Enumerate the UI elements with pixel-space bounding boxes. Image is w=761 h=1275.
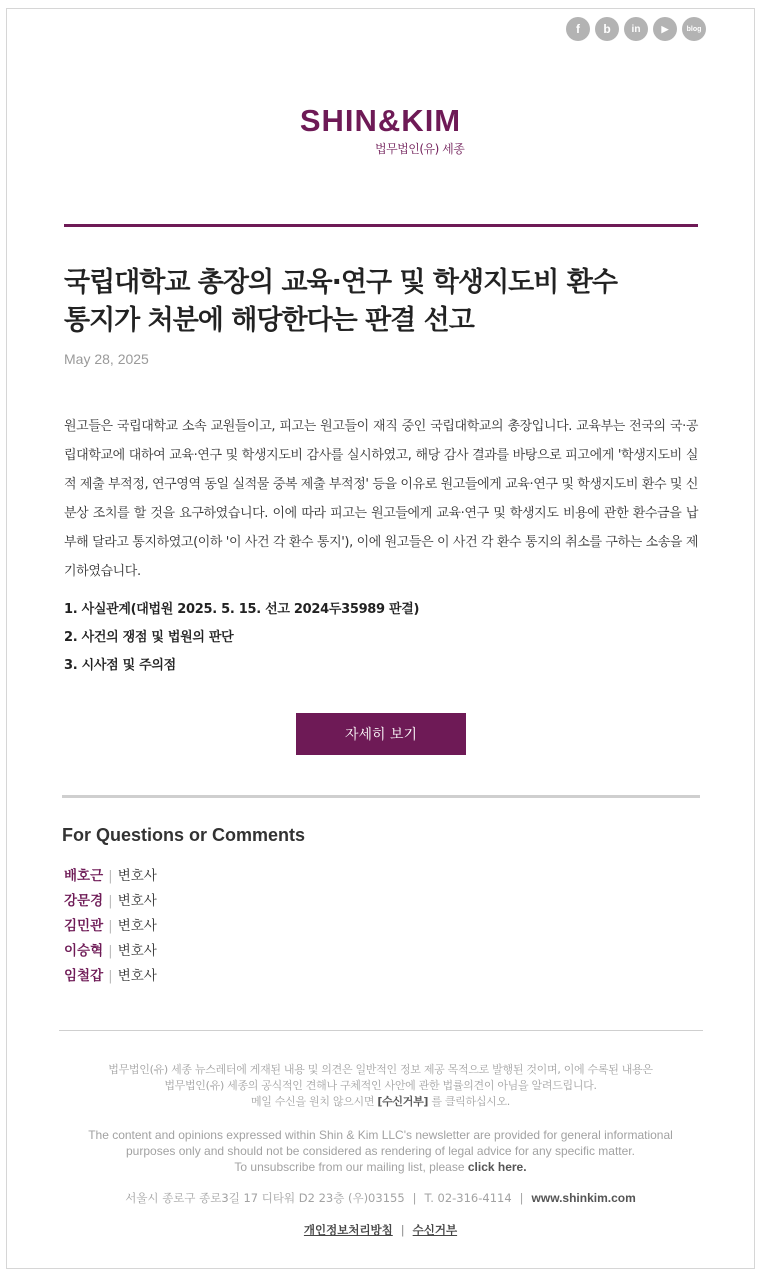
privacy-policy-link[interactable]: 개인정보처리방침 xyxy=(303,1223,393,1237)
contact-role: 변호사 xyxy=(117,868,157,884)
contact-role: 변호사 xyxy=(117,968,157,984)
header-divider xyxy=(64,224,698,227)
contact-item: 김민관 | 변호사 xyxy=(64,918,157,934)
questions-heading: For Questions or Comments xyxy=(62,825,306,845)
contact-role: 변호사 xyxy=(117,893,157,909)
toc-item-3: 3. 시사점 및 주의점 xyxy=(64,658,176,673)
toc-item-1: 1. 사실관계(대법원 2025. 5. 15. 선고 2024두35989 판결) xyxy=(64,602,420,617)
blog-b-icon[interactable]: b xyxy=(595,17,619,41)
disclaimer-kr-line3 xyxy=(50,1094,711,1110)
contact-name[interactable]: 김민관 xyxy=(64,918,104,934)
contact-item: 강문경 | 변호사 xyxy=(64,893,157,909)
read-more-button[interactable]: 자세히 보기 xyxy=(296,713,466,755)
logo-subtitle: 법무법인(유) 세종 xyxy=(375,142,465,156)
contact-name[interactable]: 배호근 xyxy=(64,868,104,884)
social-links xyxy=(566,17,706,41)
contact-role: 변호사 xyxy=(117,918,157,934)
kr-unsubscribe-link[interactable]: [수신거부] xyxy=(377,1095,429,1108)
disclaimer-en-line3 xyxy=(50,1159,711,1175)
disclaimer-kr-line1: 법무법인(유) 세종 뉴스레터에 게재된 내용 및 의견은 일반적인 정보 제공 목적으로 발행된 것이며, 이에 수록된 내용은 xyxy=(108,1063,653,1076)
facebook-icon[interactable]: f xyxy=(566,17,590,41)
article-title xyxy=(64,264,704,340)
article-summary: 원고들은 국립대학교 소속 교원들이고, 피고는 원고들이 재직 중인 국립대학교의 총장입니다. 교육부는 전국의 국·공립대학교에 대하여 교육·연구 및 학생지도비 감사를 실시하였고, 해당 감사 결과를 바탕으로 피고에게 '학생지도비 실적 제출 부적정, 연구영역 동일 실적물 중복 제출 부적정' 등을 이유로 원고들에게 교육·연구 및 학생지도비 환수 및 신분상 조치를 할 것을 요구하였습니다. 이에 따라 피고는 원고들에게 교육·연구 및 학생지도 비용에 관한 환수금을 납부해 달라고 통지하였고(이하 '이 사건 각 환수 통지'), 이에 원고들은 이 사건 각 환수 통지의 취소를 구하는 소송을 제기하였습니다. xyxy=(64,419,698,579)
footer-divider xyxy=(59,1030,703,1031)
naver-blog-icon[interactable]: blog xyxy=(682,17,706,41)
toc-item-2: 2. 사건의 쟁점 및 법원의 판단 xyxy=(64,630,234,645)
phone-number: T. 02-316-4114 xyxy=(424,1191,512,1205)
logo-brand: SHIN&KIM xyxy=(299,103,462,138)
title-line-2: 통지가 처분에 해당한다는 판결 선고 xyxy=(64,305,474,336)
title-line-1: 국립대학교 총장의 교육·연구 및 학생지도비 환수 xyxy=(64,267,617,298)
youtube-icon[interactable]: ▶ xyxy=(653,17,677,41)
office-address: 서울시 종로구 종로3길 17 디타워 D2 23층 (우)03155 | T. 02-316-4114 | www.shinkim.com xyxy=(125,1191,636,1205)
disclaimer-kr-line2: 법무법인(유) 세종의 공식적인 견해나 구체적인 사안에 관한 법률의견이 아님을 알려드립니다. xyxy=(164,1079,597,1092)
contact-item: 임철갑 | 변호사 xyxy=(64,968,157,984)
disclaimer-en-line1: The content and opinions expressed within Shin & Kim LLC's newsletter are provided for general informational xyxy=(88,1128,673,1142)
contact-name[interactable]: 임철갑 xyxy=(64,968,104,984)
disclaimer-english xyxy=(50,1127,711,1175)
en-unsub-pre: To unsubscribe from our mailing list, please xyxy=(234,1160,468,1174)
address-text: 서울시 종로구 종로3길 17 디타워 D2 23층 (우)03155 xyxy=(125,1191,405,1205)
shinkim-logo xyxy=(0,103,761,156)
contact-list xyxy=(64,864,157,989)
contact-name[interactable]: 강문경 xyxy=(64,893,104,909)
table-of-contents xyxy=(64,596,698,680)
footer-links: 개인정보처리방침 | 수신거부 xyxy=(303,1223,458,1237)
en-unsubscribe-link[interactable]: click here. xyxy=(467,1160,527,1174)
contact-item: 이승혁 | 변호사 xyxy=(64,943,157,959)
kr-unsub-pre: 메일 수신을 원치 않으시면 xyxy=(250,1095,378,1108)
linkedin-icon[interactable]: in xyxy=(624,17,648,41)
contact-item: 배호근 | 변호사 xyxy=(64,868,157,884)
disclaimer-korean xyxy=(50,1062,711,1110)
section-divider xyxy=(62,795,700,798)
contact-name[interactable]: 이승혁 xyxy=(64,943,104,959)
website-link[interactable]: www.shinkim.com xyxy=(531,1191,636,1205)
kr-unsub-post: 를 클릭하십시오. xyxy=(428,1095,510,1108)
disclaimer-en-line2: purposes only and should not be considered as rendering of legal advice for any specific matter. xyxy=(126,1144,635,1158)
unsubscribe-link[interactable]: 수신거부 xyxy=(412,1223,458,1237)
publish-date: May 28, 2025 xyxy=(64,351,149,367)
contact-role: 변호사 xyxy=(117,943,157,959)
